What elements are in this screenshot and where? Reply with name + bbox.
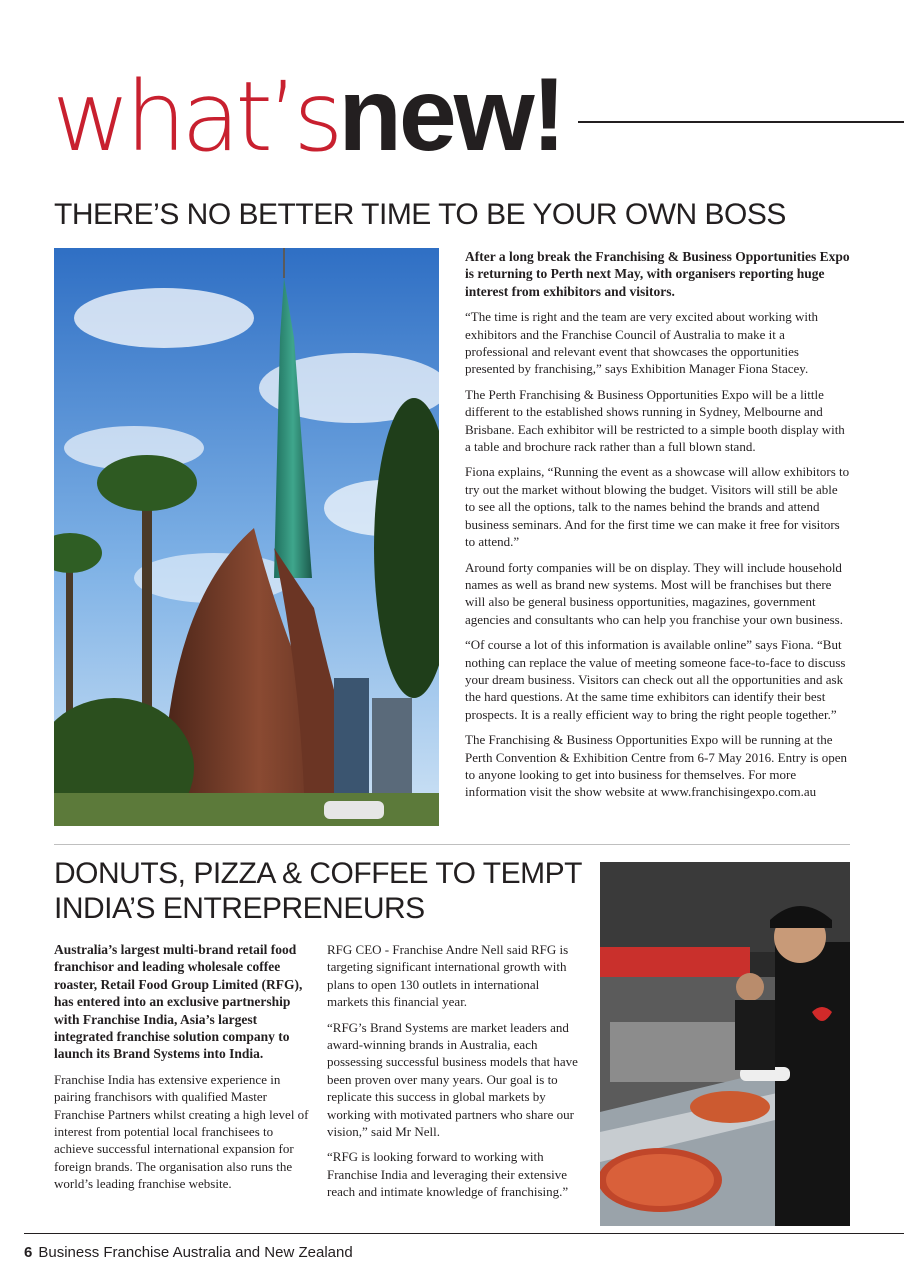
article-divider bbox=[54, 844, 850, 845]
article2-paragraph: Franchise India has extensive experience in pairing franchisors with qualified Master Franchise Partners whilst creating a high level of interest from potential local franchisees to achieve successful international expansion for foreign brands. The organisation also runs the world’s leading franchise website. bbox=[54, 1071, 309, 1192]
section-masthead bbox=[52, 56, 564, 173]
page-number: 6 bbox=[24, 1244, 33, 1261]
article2-paragraph: “RFG’s Brand Systems are market leaders and award-winning brands in Australia, each possessing successful business models that have been proven over many years. Our goal is to replicate this success in global markets by working with motivated partners who share our vision,” said Mr Nell. bbox=[327, 1019, 578, 1140]
article2-paragraph: “RFG is looking forward to working with Franchise India and leveraging their extensive reach and intimate knowledge of franchising.” bbox=[327, 1149, 569, 1200]
article2-column-a bbox=[54, 941, 309, 1201]
article2-headline: DONUTS, PIZZA & COFFEE TO TEMPT INDIA’S ENTREPRENEURS bbox=[54, 857, 582, 925]
article1-paragraph: “The time is right and the team are very excited about working with exhibitors and the Franchise Council of Australia to make it a professional and relevant event that showcases the opportunities presented by franchising,” says Exhibition Manager Fiona Stacey. bbox=[465, 309, 819, 377]
article1-lead: After a long break the Franchising & Business Opportunities Expo is returning to Perth next May, with organisers reporting huge interest from exhibitors and visitors. bbox=[465, 249, 850, 299]
article1-paragraph: The Perth Franchising & Business Opportunities Expo will be a little different to the established shows running in Sydney, Melbourne and Brisbane. Each exhibitor will be restricted to a simple booth display with a table and brochure rack rather than a full blown stand. bbox=[465, 386, 845, 455]
article2-lead: Australia’s largest multi-brand retail food franchisor and leading wholesale coffee roaster, Retail Food Group Limited (RFG), has entered into an exclusive partnership with Franchise India, Asia’s largest integrated franchise solution company to launch its Brand Systems into India. bbox=[54, 942, 303, 1062]
footer-rule bbox=[24, 1233, 904, 1234]
masthead-bold: new! bbox=[338, 57, 564, 173]
article1-headline: THERE’S NO BETTER TIME TO BE YOUR OWN BOSS bbox=[54, 198, 786, 231]
pizza-kitchen-photo bbox=[600, 862, 850, 1226]
article1-body bbox=[465, 248, 850, 809]
masthead-light: what’s bbox=[52, 61, 339, 173]
article1-paragraph: Around forty companies will be on display. They will include household names as well as brand new systems. Most will be franchises but there will also be general business opportunities, magazines, government agencies and consultants who can help you franchise your own business. bbox=[465, 559, 843, 627]
bell-tower-photo bbox=[54, 248, 439, 826]
page-footer bbox=[24, 1244, 353, 1261]
article1-paragraph: Fiona explains, “Running the event as a showcase will allow exhibitors to try out the market without blowing the budget. Visitors will still be able to see all the options, talk to the names behind the brands and attend business seminars. And for the first time we can make it free for visitors to attend.” bbox=[465, 464, 850, 550]
publication-name: Business Franchise Australia and New Zealand bbox=[38, 1244, 353, 1261]
article1-paragraph: “Of course a lot of this information is available online” says Fiona. “But nothing can replace the value of meeting someone face-to-face to discuss your dream business. Visitors can check out all the opportunities and ask the hard questions. At the same time exhibitors can identify their best prospects. It is a really efficient way to bring the right people together.” bbox=[465, 637, 846, 722]
masthead-rule bbox=[578, 121, 904, 123]
article2-paragraph: RFG CEO - Franchise Andre Nell said RFG is targeting significant international growth with plans to open 130 outlets in international markets this financial year. bbox=[327, 942, 569, 1010]
article1-paragraph: The Franchising & Business Opportunities Expo will be running at the Perth Convention & Exhibition Centre from 6-7 May 2016. Entry is open to anyone looking to get into business for themselves. For more information visit the show website at www.franchisingexpo.com.au bbox=[465, 732, 848, 800]
article2-column-b bbox=[327, 941, 582, 1209]
